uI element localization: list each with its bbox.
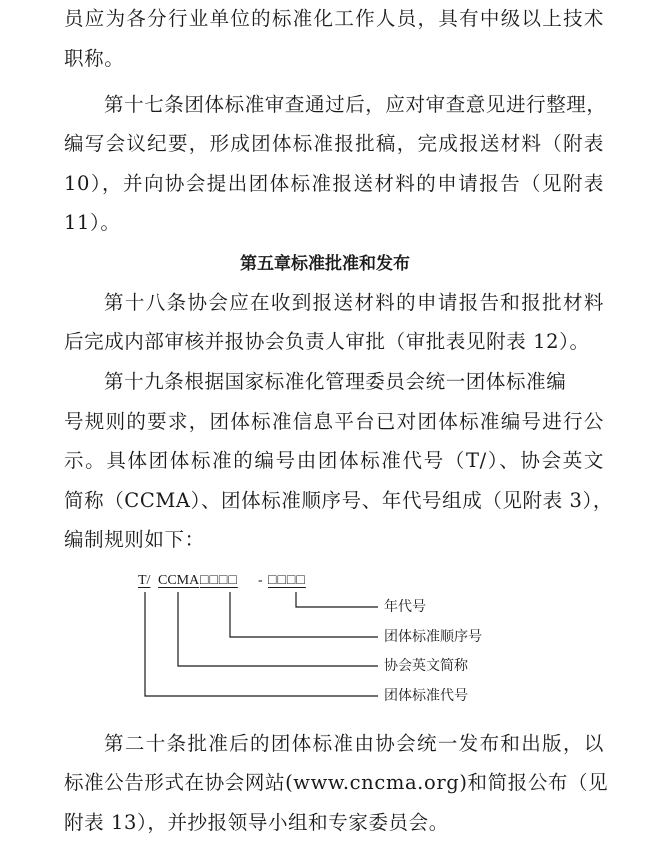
text-line: 第十八条协会应在收到报送材料的申请报告和报批材料	[104, 291, 604, 314]
label-assoc-abbrev: 协会英文简称	[384, 658, 468, 674]
text-line: 附表 13），并抄报领导小组和专家委员会。	[64, 811, 449, 834]
label-serial-number: 团体标准顺序号	[384, 629, 482, 645]
text-line: 10），并向协会提出团体标准报送材料的申请报告（见附表	[64, 172, 604, 195]
text-line: 员应为各分行业单位的标准化工作人员，具有中级以上技术	[64, 7, 604, 30]
text-line: 后完成内部审核并报协会负责人审批（审批表见附表 12）。	[64, 330, 590, 353]
code-prefix: T/	[138, 573, 151, 588]
text-line: 第十九条根据国家标准化管理委员会统一团体标准编	[104, 370, 567, 393]
code-dash: -	[258, 573, 263, 588]
code-year-boxes: □□□□	[268, 573, 306, 588]
text-line: 标准公告形式在协会网站(www.cncma.org)和简报公布（见	[64, 771, 609, 794]
connector-assoc	[178, 592, 378, 666]
text-line: 号规则的要求，团体标准信息平台已对团体标准编号进行公	[64, 410, 604, 433]
text-line: 示。具体团体标准的编号由团体标准代号（T/）、协会英文	[64, 449, 604, 472]
code-assoc-abbrev: CCMA	[158, 573, 200, 588]
connector-serial	[230, 592, 378, 637]
code-serial-boxes: □□□□	[200, 573, 238, 588]
label-year-code: 年代号	[384, 599, 426, 615]
text-line: 第二十条批准后的团体标准由协会统一发布和出版，以	[104, 732, 604, 755]
chapter-heading: 第五章标准批准和发布	[240, 254, 410, 274]
connector-year	[296, 592, 378, 607]
text-line: 编制规则如下：	[64, 528, 205, 551]
text-line: 编写会议纪要，形成团体标准报批稿，完成报送材料（附表	[64, 132, 604, 155]
text-line: 第十七条团体标准审查通过后，应对审查意见进行整理，	[104, 93, 607, 116]
text-line: 11）。	[64, 211, 121, 234]
text-line: 职称。	[64, 47, 125, 70]
label-group-standard-code: 团体标准代号	[384, 688, 468, 704]
text-line: 简称（CCMA）、团体标准顺序号、年代号组成（见附表 3），	[64, 489, 613, 512]
